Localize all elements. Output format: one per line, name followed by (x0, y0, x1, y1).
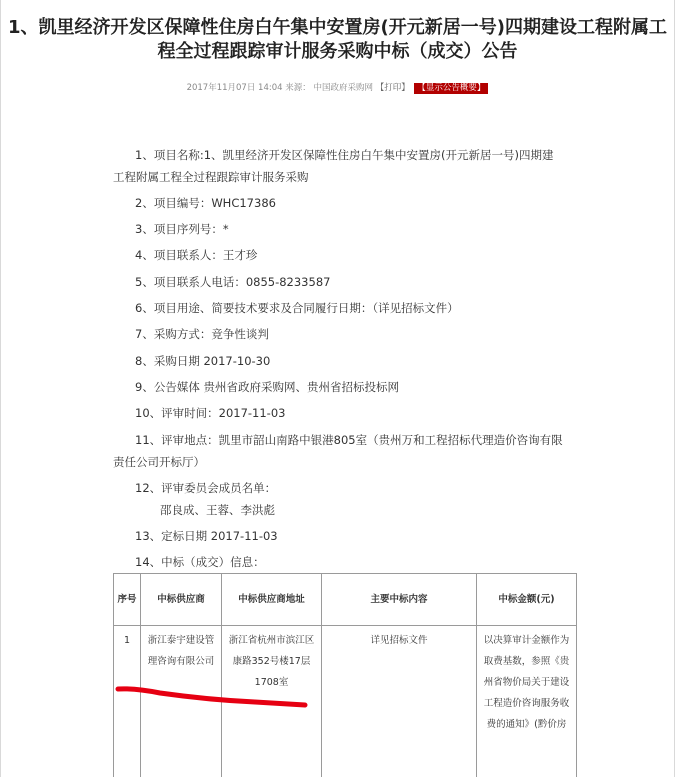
item-review-place-cont: 责任公司开标厅） (113, 455, 205, 469)
award-table (113, 573, 577, 777)
item-media: 9、公告媒体 贵州省政府采购网、贵州省招标投标网 (135, 380, 399, 394)
table-row (114, 626, 577, 777)
item-committee-names: 邵良成、王蓉、李洪彪 (160, 503, 275, 517)
item-committee: 12、评审委员会成员名单： (135, 481, 277, 495)
cell-content: 详见招标文件 (322, 626, 477, 777)
cell-index: 1 (114, 626, 141, 777)
item-award-info: 14、中标（成交）信息： (135, 555, 265, 569)
item-project-name: 1、项目名称:1、凯里经济开发区保障性住房白午集中安置房(开元新居一号)四期建 (135, 148, 554, 162)
item-contact: 4、项目联系人：王才珍 (135, 248, 258, 262)
item-review-time: 10、评审时间：2017-11-03 (135, 406, 286, 420)
col-content-header: 主要中标内容 (322, 574, 477, 626)
cell-supplier: 浙江泰宇建设管理咨询有限公司 (141, 626, 222, 777)
publish-meta (0, 82, 675, 94)
table-header-row (114, 574, 577, 626)
item-serial-number: 3、项目序列号：* (135, 222, 229, 236)
col-address-header: 中标供应商地址 (222, 574, 322, 626)
show-summary-button[interactable]: 【显示公告概要】 (414, 83, 488, 94)
item-purpose: 6、项目用途、简要技术要求及合同履行日期：（详见招标文件） (135, 301, 459, 315)
item-method: 7、采购方式：竞争性谈判 (135, 327, 269, 341)
item-project-name-cont: 工程附属工程全过程跟踪审计服务采购 (113, 170, 309, 184)
item-award-date: 13、定标日期 2017-11-03 (135, 529, 278, 543)
source-name: 中国政府采购网 (313, 83, 373, 93)
item-project-number: 2、项目编号：WHC17386 (135, 196, 276, 210)
cell-address: 浙江省杭州市滨江区康路352号楼17层1708室 (222, 626, 322, 777)
print-link[interactable]: 【打印】 (375, 83, 410, 93)
page-title: 1、凯里经济开发区保障性住房白午集中安置房(开元新居一号)四期建设工程附属工程全过程跟踪审计服务采购中标（成交）公告 (8, 17, 667, 62)
source-label: 来源： (285, 83, 311, 93)
col-index-header: 序号 (114, 574, 141, 626)
item-purchase-date: 8、采购日期 2017-10-30 (135, 354, 271, 368)
item-contact-phone: 5、项目联系人电话：0855-8233587 (135, 275, 331, 289)
cell-amount: 以决算审计金额作为取费基数，参照《贵州省物价局关于建设工程造价咨询服务收费的通知》(黔价房 (477, 626, 577, 777)
publish-time: 2017年11月07日 14:04 (186, 83, 283, 93)
item-review-place: 11、评审地点：凯里市韶山南路中银港805室（贵州万和工程招标代理造价咨询有限 (135, 433, 563, 447)
col-amount-header: 中标金额(元) (477, 574, 577, 626)
col-supplier-header: 中标供应商 (141, 574, 222, 626)
